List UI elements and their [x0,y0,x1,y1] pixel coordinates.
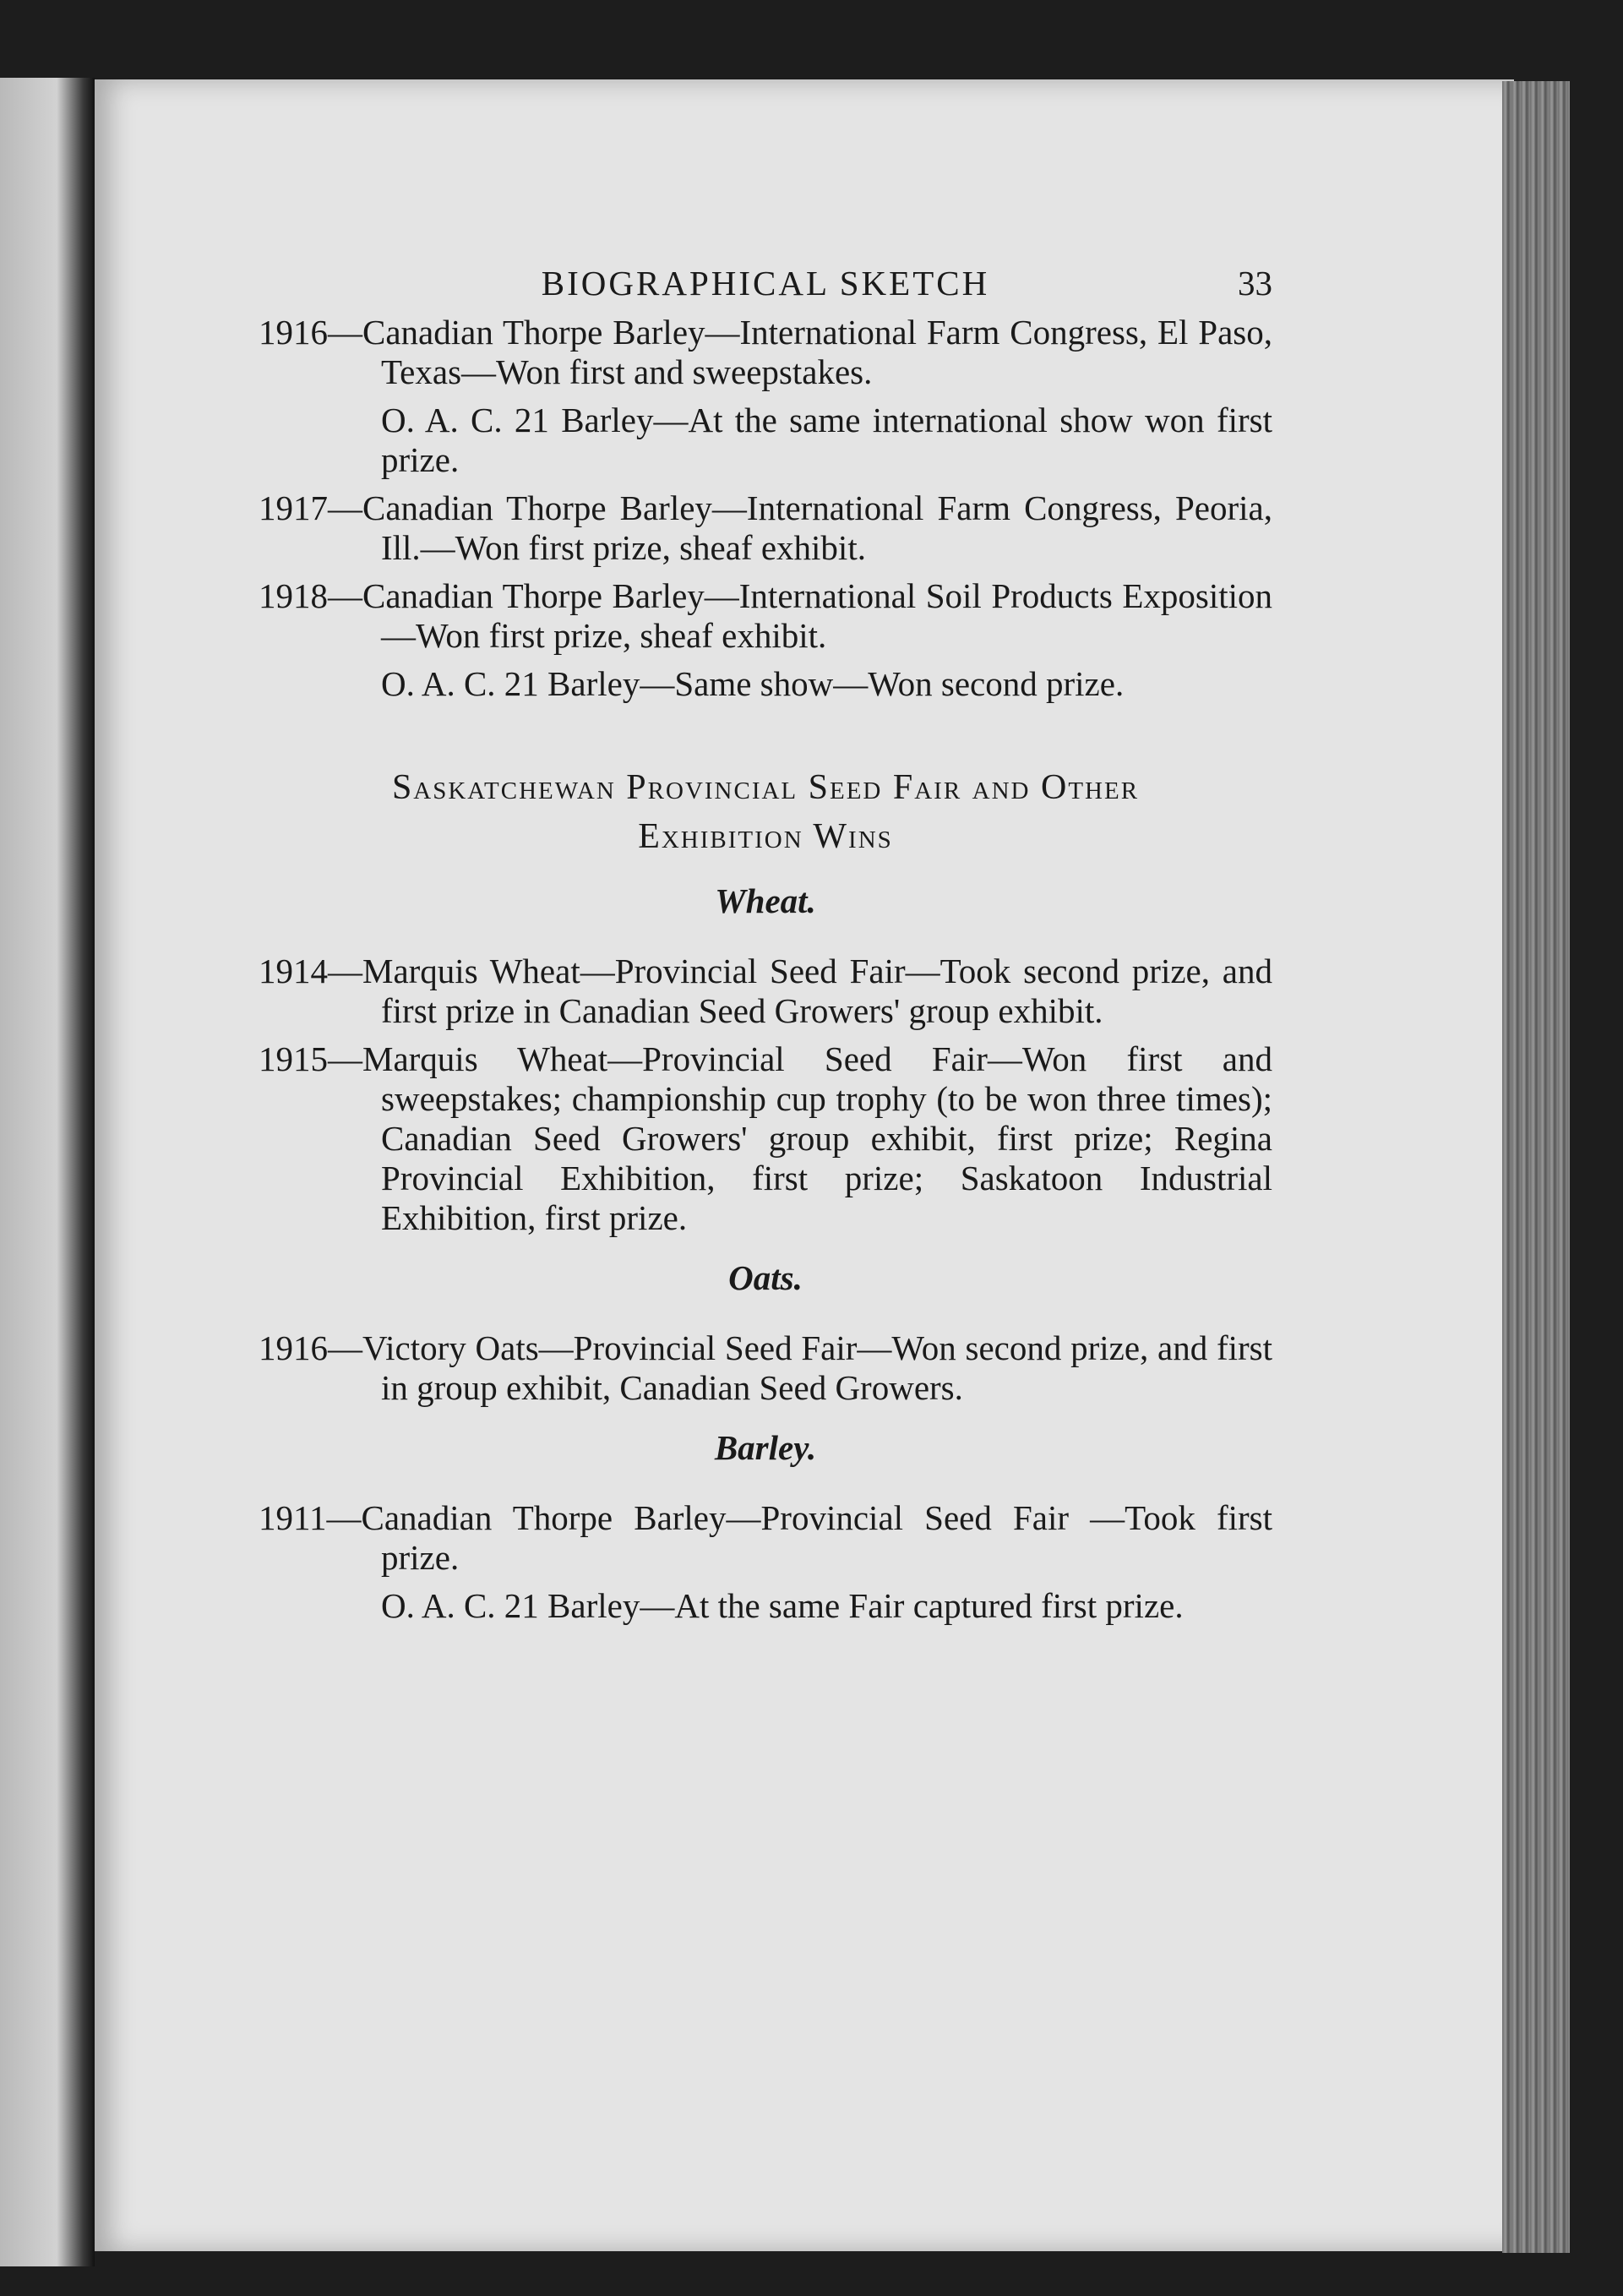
running-title: BIOGRAPHICAL SKETCH [541,264,990,303]
page-number: 33 [1238,264,1272,303]
entry-year: 1911 [259,1498,327,1537]
page-stack-edge [1502,81,1570,2253]
entry-text: Victory Oats—Provincial Seed Fair—Won second prize, and first in group exhibit, Canadian Seed Growers. [362,1328,1272,1407]
oats-heading: Oats. [728,1258,803,1297]
section-heading-line-2: Exhibition Wins [638,817,893,856]
entry-1917-barley: 1917—Canadian Thorpe Barley—International Farm Congress, Peoria, Ill.—Won first prize, sheaf exhibit. [259,488,1272,567]
page-text [259,254,1272,1634]
entry-1911-barley: 1911—Canadian Thorpe Barley—Provincial Seed Fair —Took first prize. [259,1498,1272,1577]
entry-1916-barley: 1916—Canadian Thorpe Barley—International Farm Congress, El Paso, Texas—Won first and sweepstakes. [259,313,1272,391]
entry-text: Canadian Thorpe Barley—International Soil Products Exposition—Won first prize, sheaf exhibit. [362,576,1272,655]
entry-text: Canadian Thorpe Barley—Provincial Seed Fair —Took first prize. [361,1498,1272,1577]
barley-heading: Barley. [714,1428,817,1467]
wheat-heading: Wheat. [715,881,816,920]
entry-1915-wheat: 1915—Marquis Wheat—Provincial Seed Fair—Won first and sweepstakes; championship cup trophy (to be won three times); Canadian Seed Growers' group exhibit, first prize; Regina Provincial Exhibition, first prize; Saskatoon Industrial Exhibition, first prize. [259,1039,1272,1237]
entry-1918-barley: 1918—Canadian Thorpe Barley—International Soil Products Exposition—Won first prize, sheaf exhibit. [259,576,1272,655]
entry-continuation: O. A. C. 21 Barley—Same show—Won second prize. [381,664,1125,703]
running-head [259,254,1272,313]
entry-year: 1916 [259,313,328,352]
section-heading-line-1: Saskatchewan Provincial Seed Fair and Other [391,768,1140,807]
entry-year: 1914 [259,952,328,990]
entry-continuation: O. A. C. 21 Barley—At the same international show won first prize. [381,401,1272,479]
entry-continuation: O. A. C. 21 Barley—At the same Fair captured first prize. [381,1586,1184,1625]
entry-year: 1915 [259,1039,328,1078]
entry-year: 1917 [259,488,328,527]
section-heading [259,763,1272,861]
entry-text: Canadian Thorpe Barley—International Farm Congress, El Paso, Texas—Won first and sweepstakes. [362,313,1272,391]
entry-1914-wheat: 1914—Marquis Wheat—Provincial Seed Fair—Took second prize, and first prize in Canadian Seed Growers' group exhibit. [259,952,1272,1030]
facing-page-edge [0,78,95,2266]
entry-text: Canadian Thorpe Barley—International Farm Congress, Peoria, Ill.—Won first prize, sheaf exhibit. [362,488,1272,567]
entry-year: 1918 [259,576,328,615]
entry-text: Marquis Wheat—Provincial Seed Fair—Won first and sweepstakes; championship cup trophy (to be won three times); Canadian Seed Growers' group exhibit, first prize; Regina Provincial Exhibition, first prize; Saskatoon Industrial Exhibition, first prize. [362,1039,1272,1237]
entry-year: 1916 [259,1328,328,1367]
entry-1916-oats: 1916—Victory Oats—Provincial Seed Fair—Won second prize, and first in group exhibit, Canadian Seed Growers. [259,1328,1272,1407]
entry-text: Marquis Wheat—Provincial Seed Fair—Took second prize, and first prize in Canadian Seed Growers' group exhibit. [362,952,1272,1030]
